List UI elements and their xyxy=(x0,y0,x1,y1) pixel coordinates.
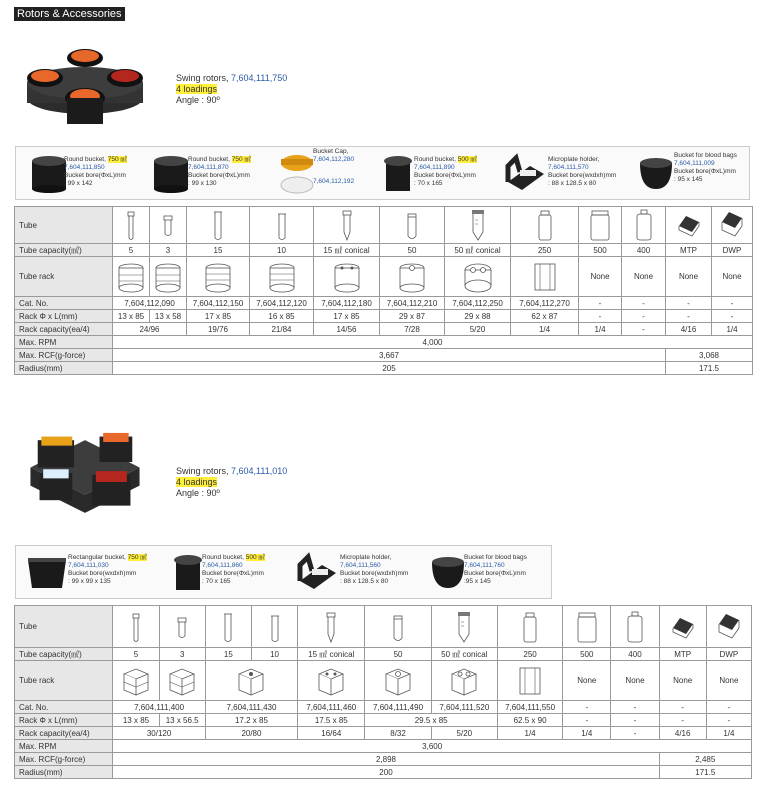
table-cell: 1/4 xyxy=(579,323,622,336)
table-cell: 1/4 xyxy=(706,727,751,740)
table-cell xyxy=(431,606,497,648)
table-cell: DWP xyxy=(706,648,751,661)
table-cell: None xyxy=(563,661,611,701)
table-cell xyxy=(563,606,611,648)
bucket-cap-icon xyxy=(278,149,316,197)
rack-row xyxy=(15,257,753,297)
table-cell: 13 x 85 xyxy=(113,310,150,323)
section-title: Rotors & Accessories xyxy=(14,7,125,21)
bottle-400ml-icon xyxy=(624,610,646,644)
tube-50ml-icon xyxy=(401,208,423,242)
table-cell: 17 x 85 xyxy=(187,310,250,323)
table-cell: Max. RPM xyxy=(15,740,113,753)
tube-50ml-icon xyxy=(387,610,409,644)
table-cell: 10 xyxy=(250,244,314,257)
table-cell xyxy=(497,606,562,648)
table-cell xyxy=(511,257,579,297)
table-cell: - xyxy=(659,714,706,727)
table-cell: - xyxy=(579,310,622,323)
table-cell: 13 x 58 xyxy=(150,310,187,323)
rotor1-cat: 7,604,111,750 xyxy=(231,73,288,83)
table-cell xyxy=(113,606,159,648)
microplate-holder-icon xyxy=(294,551,340,593)
table-cell: 500 xyxy=(563,648,611,661)
rotor1-accessories xyxy=(15,146,750,200)
table-cell xyxy=(298,606,365,648)
table-cell xyxy=(380,207,445,244)
table-cell: - xyxy=(563,714,611,727)
table-cell: 7,604,111,400 xyxy=(113,701,205,714)
table-cell: Rack Φ x L(mm) xyxy=(15,714,113,727)
table-cell xyxy=(712,207,753,244)
table-cell xyxy=(159,606,205,648)
table-cell: 7,604,111,430 xyxy=(205,701,297,714)
table-cell xyxy=(113,661,159,701)
table-cell: None xyxy=(622,257,666,297)
table-cell: 500 xyxy=(579,244,622,257)
table-cell xyxy=(187,257,250,297)
tube-10ml-icon xyxy=(271,208,293,242)
accessory-1: Rectangular bucket, 750 ㎖ 7,604,111,030 Bucket bore(wxdxh)mm : 99 x 99 x 135 xyxy=(68,554,147,585)
rotor2-spec-table xyxy=(14,605,752,779)
table-cell: 17.2 x 85 xyxy=(205,714,297,727)
adapter-rack-icon xyxy=(515,664,545,698)
rotor1-spec-table xyxy=(14,206,753,375)
table-cell: Max. RCF(g-force) xyxy=(15,349,113,362)
square-rack-icon xyxy=(316,664,346,698)
table-cell: 20/80 xyxy=(205,727,297,740)
table-cell xyxy=(205,661,297,701)
table-cell xyxy=(251,606,297,648)
table-cell xyxy=(365,606,431,648)
table-cell: Rack capacity(ea/4) xyxy=(15,727,113,740)
catno-row xyxy=(15,297,753,310)
table-cell: 21/84 xyxy=(250,323,314,336)
table-cell: 3 xyxy=(150,244,187,257)
table-cell: 50 ㎖ conical xyxy=(445,244,511,257)
table-cell xyxy=(250,207,314,244)
tube-15ml-icon xyxy=(217,610,239,644)
table-cell xyxy=(611,606,659,648)
accessory-5: Microplate holder, 7,604,111,570 Bucket bore(wxdxh)mm : 88 x 128.5 x 80 xyxy=(548,156,617,187)
table-cell xyxy=(150,207,187,244)
bottle-250ml-icon xyxy=(534,208,556,242)
table-cell: MTP xyxy=(659,648,706,661)
conical-15ml-icon xyxy=(336,208,358,242)
table-cell: 16 x 85 xyxy=(250,310,314,323)
tube-3ml-icon xyxy=(171,610,193,644)
table-cell: 30/120 xyxy=(113,727,205,740)
rackdim-row xyxy=(15,714,752,727)
table-cell: None xyxy=(666,257,712,297)
table-cell: - xyxy=(622,323,666,336)
capacity-row xyxy=(15,648,752,661)
table-cell xyxy=(250,257,314,297)
table-cell: 3 xyxy=(159,648,205,661)
square-rack-icon xyxy=(449,664,479,698)
table-cell: 7,604,111,490 xyxy=(365,701,431,714)
accessory-2: Round bucket, 750 ㎖ 7,604,111,870 Bucket bore(ΦxL)mm : 99 x 130 xyxy=(188,156,251,187)
adapter-rack-icon xyxy=(530,260,560,294)
table-cell xyxy=(622,207,666,244)
table-cell: 3,068 xyxy=(666,349,753,362)
round-rack-icon xyxy=(116,260,146,294)
table-cell: - xyxy=(659,701,706,714)
accessory-4: Round bucket, 500 ㎖ 7,604,111,890 Bucket bore(ΦxL)mm : 70 x 165 xyxy=(414,156,477,187)
table-cell: Radius(mm) xyxy=(15,362,113,375)
table-cell: 62.5 x 90 xyxy=(497,714,562,727)
tube-5ml-icon xyxy=(125,610,147,644)
square-rack-icon xyxy=(167,664,197,698)
rotor1-name: Swing rotors, xyxy=(176,73,232,83)
maxrpm-row xyxy=(15,740,752,753)
accessory-3: Bucket Cap, 7,604,112,280 7,604,112,192 xyxy=(313,148,355,185)
table-cell: - xyxy=(706,714,751,727)
blood-bag-bucket-icon xyxy=(634,153,678,193)
rotor2-loadings: 4 loadings xyxy=(176,477,218,487)
table-cell: - xyxy=(712,297,753,310)
table-cell: 15 ㎖ conical xyxy=(298,648,365,661)
table-cell: MTP xyxy=(666,244,712,257)
table-cell: 7,604,111,460 xyxy=(298,701,365,714)
table-cell: Rack capacity(ea/4) xyxy=(15,323,113,336)
table-cell: 13 x 85 xyxy=(113,714,159,727)
table-cell: None xyxy=(659,661,706,701)
table-cell: Max. RPM xyxy=(15,336,113,349)
table-cell: 205 xyxy=(113,362,666,375)
rotor1-angle: Angle : 90º xyxy=(176,95,220,105)
round-rack-icon xyxy=(267,260,297,294)
table-cell: 15 ㎖ conical xyxy=(314,244,380,257)
deep-well-plate-icon xyxy=(718,610,740,644)
table-cell: Tube capacity(㎖) xyxy=(15,244,113,257)
tube-label: Tube xyxy=(15,207,113,244)
table-cell: - xyxy=(611,714,659,727)
table-cell: 7/28 xyxy=(380,323,445,336)
table-cell: - xyxy=(563,701,611,714)
table-cell: 171.5 xyxy=(666,362,753,375)
rectangular-bucket-icon xyxy=(22,552,72,592)
radius-row xyxy=(15,766,752,779)
rotor2-cat: 7,604,111,010 xyxy=(231,466,288,476)
maxrcf-row xyxy=(15,349,753,362)
table-cell: 250 xyxy=(497,648,562,661)
table-cell: 16/64 xyxy=(298,727,365,740)
tube-10ml-icon xyxy=(264,610,286,644)
table-cell: Tube rack xyxy=(15,661,113,701)
microplate-holder-icon xyxy=(502,152,548,194)
table-cell: 17 x 85 xyxy=(314,310,380,323)
table-cell xyxy=(113,207,150,244)
table-cell: - xyxy=(666,297,712,310)
accessory-6: Bucket for blood bags 7,604,111,009 Bucket bore(ΦxL)mm : 95 x 145 xyxy=(674,152,737,183)
table-cell: 50 ㎖ conical xyxy=(431,648,497,661)
table-cell: 5 xyxy=(113,648,159,661)
rack-row xyxy=(15,661,752,701)
rotor2-accessories xyxy=(15,545,552,599)
table-cell: 5/20 xyxy=(445,323,511,336)
table-cell: 7,604,112,180 xyxy=(314,297,380,310)
round-rack-icon xyxy=(153,260,183,294)
table-cell: 13 x 56.5 xyxy=(159,714,205,727)
table-cell: - xyxy=(622,310,666,323)
bottle-500ml-icon xyxy=(589,208,611,242)
table-cell: 1/4 xyxy=(511,323,579,336)
table-cell: - xyxy=(712,310,753,323)
table-cell: 8/32 xyxy=(365,727,431,740)
table-cell: 1/4 xyxy=(712,323,753,336)
table-cell: 4/16 xyxy=(666,323,712,336)
table-cell xyxy=(497,661,562,701)
table-cell: 250 xyxy=(511,244,579,257)
rotor1-loadings: 4 loadings xyxy=(176,84,218,94)
rotor2-info xyxy=(176,466,376,499)
table-cell: 7,604,112,270 xyxy=(511,297,579,310)
table-cell xyxy=(187,207,250,244)
bottle-500ml-icon xyxy=(576,610,598,644)
table-cell: None xyxy=(706,661,751,701)
table-cell: 15 xyxy=(205,648,251,661)
table-cell xyxy=(445,257,511,297)
table-cell: 400 xyxy=(622,244,666,257)
microplate-icon xyxy=(672,610,694,644)
table-cell: 29 x 88 xyxy=(445,310,511,323)
table-cell: - xyxy=(611,727,659,740)
table-cell: 10 xyxy=(251,648,297,661)
table-cell xyxy=(314,257,380,297)
table-cell: 29.5 x 85 xyxy=(365,714,498,727)
table-cell xyxy=(113,257,150,297)
table-cell: 7,604,112,150 xyxy=(187,297,250,310)
table-cell xyxy=(511,207,579,244)
table-cell xyxy=(431,661,497,701)
table-cell: None xyxy=(611,661,659,701)
table-cell xyxy=(380,257,445,297)
table-cell: - xyxy=(622,297,666,310)
round-rack-icon xyxy=(203,260,233,294)
capacity-row xyxy=(15,244,753,257)
accessory-4: Bucket for blood bags 7,604,111,760 Bucket bore(ΦxL)mm :95 x 145 xyxy=(464,554,527,585)
table-cell: 1/4 xyxy=(497,727,562,740)
table-cell: 171.5 xyxy=(659,766,751,779)
tube-15ml-icon xyxy=(207,208,229,242)
conical-50ml-icon xyxy=(467,208,489,242)
table-cell xyxy=(659,606,706,648)
table-cell: - xyxy=(706,701,751,714)
table-cell: 29 x 87 xyxy=(380,310,445,323)
catno-row xyxy=(15,701,752,714)
table-cell: - xyxy=(611,701,659,714)
table-cell: Tube capacity(㎖) xyxy=(15,648,113,661)
deep-well-plate-icon xyxy=(721,208,743,242)
table-cell: Cat. No. xyxy=(15,297,113,310)
table-cell: 17.5 x 85 xyxy=(298,714,365,727)
square-rack-icon xyxy=(121,664,151,698)
table-cell: 3,667 xyxy=(113,349,666,362)
swing-rotor-image xyxy=(15,28,155,128)
table-cell: 7,604,111,520 xyxy=(431,701,497,714)
rackcap-row xyxy=(15,727,752,740)
table-cell: Max. RCF(g-force) xyxy=(15,753,113,766)
table-cell xyxy=(706,606,751,648)
conical-50ml-icon xyxy=(453,610,475,644)
table-cell xyxy=(579,207,622,244)
table-cell xyxy=(666,207,712,244)
table-cell: Radius(mm) xyxy=(15,766,113,779)
table-cell: 200 xyxy=(113,766,659,779)
table-cell: DWP xyxy=(712,244,753,257)
maxrcf-row xyxy=(15,753,752,766)
table-cell: 4/16 xyxy=(659,727,706,740)
table-cell: 15 xyxy=(187,244,250,257)
table-cell: 2,898 xyxy=(113,753,659,766)
table-cell: 19/76 xyxy=(187,323,250,336)
table-cell: 50 xyxy=(380,244,445,257)
table-cell: 62 x 87 xyxy=(511,310,579,323)
bottle-250ml-icon xyxy=(519,610,541,644)
table-cell: 7,604,112,250 xyxy=(445,297,511,310)
accessory-2: Round bucket, 500 ㎖ 7,604,111,860 Bucket bore(ΦxL)mm : 70 x 165 xyxy=(202,554,265,585)
rotor2-angle: Angle : 90º xyxy=(176,488,220,498)
table-cell xyxy=(314,207,380,244)
tube-label: Tube xyxy=(15,606,113,648)
table-cell: None xyxy=(579,257,622,297)
table-cell: 7,604,112,210 xyxy=(380,297,445,310)
square-rack-icon xyxy=(236,664,266,698)
table-cell xyxy=(150,257,187,297)
table-cell: 7,604,112,120 xyxy=(250,297,314,310)
rotor1-info xyxy=(176,73,376,106)
round-rack-icon xyxy=(397,260,427,294)
conical-15ml-icon xyxy=(320,610,342,644)
table-cell: 24/96 xyxy=(113,323,187,336)
table-cell: Tube rack xyxy=(15,257,113,297)
table-cell: 7,604,112,090 xyxy=(113,297,187,310)
table-cell xyxy=(445,207,511,244)
table-cell xyxy=(159,661,205,701)
table-cell xyxy=(365,661,431,701)
maxrpm-row xyxy=(15,336,753,349)
table-cell: 2,485 xyxy=(659,753,751,766)
rackcap-row xyxy=(15,323,753,336)
table-cell: 5/20 xyxy=(431,727,497,740)
table-cell: 400 xyxy=(611,648,659,661)
table-cell: 3,600 xyxy=(113,740,752,753)
table-cell: - xyxy=(579,297,622,310)
table-cell: - xyxy=(666,310,712,323)
table-cell: 5 xyxy=(113,244,150,257)
table-cell xyxy=(205,606,251,648)
square-rack-icon xyxy=(383,664,413,698)
round-rack-icon xyxy=(463,260,493,294)
radius-row xyxy=(15,362,753,375)
table-cell: 4,000 xyxy=(113,336,753,349)
table-cell: Rack Φ x L(mm) xyxy=(15,310,113,323)
rackdim-row xyxy=(15,310,753,323)
accessory-1: Round bucket, 750 ㎖ 7,604,111,850 Bucket bore(ΦxL)mm : 99 x 142 xyxy=(64,156,127,187)
table-cell: 14/56 xyxy=(314,323,380,336)
tube-5ml-icon xyxy=(120,208,142,242)
table-cell xyxy=(298,661,365,701)
table-cell: 1/4 xyxy=(563,727,611,740)
round-rack-icon xyxy=(332,260,362,294)
swing-rotor-image xyxy=(15,422,155,522)
tube-3ml-icon xyxy=(157,208,179,242)
accessory-3: Microplate holder, 7,604,111,560 Bucket bore(wxdxh)mm : 88 x 128.5 x 80 xyxy=(340,554,409,585)
table-cell: None xyxy=(712,257,753,297)
microplate-icon xyxy=(678,208,700,242)
bottle-400ml-icon xyxy=(633,208,655,242)
rotor2-name: Swing rotors, xyxy=(176,466,232,476)
table-cell: 50 xyxy=(365,648,431,661)
table-cell: 7,604,111,550 xyxy=(497,701,562,714)
table-cell: Cat. No. xyxy=(15,701,113,714)
